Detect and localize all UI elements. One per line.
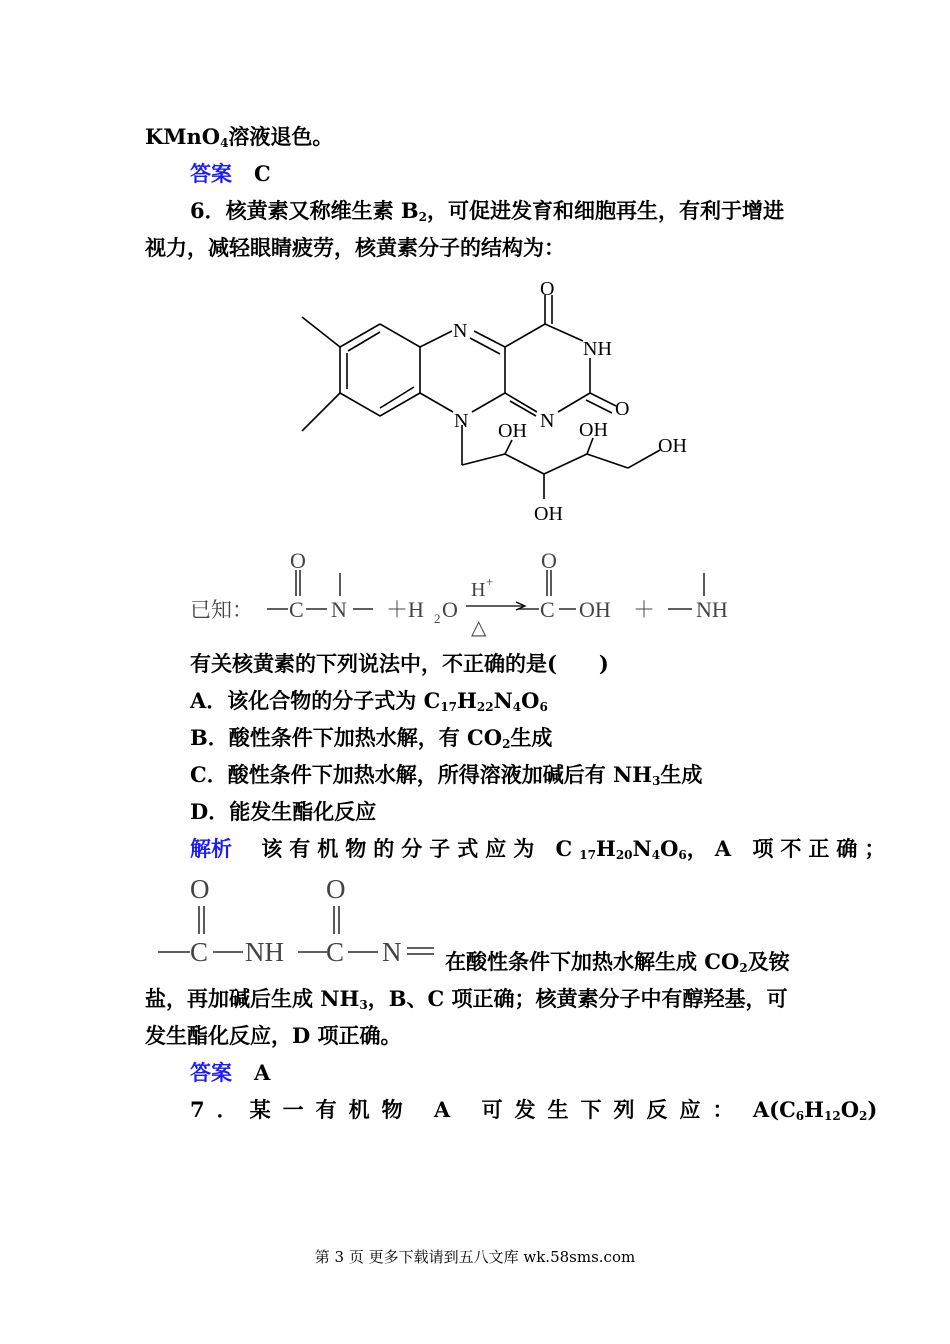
text: H (804, 1097, 824, 1122)
subscript: 20 (615, 848, 633, 862)
subscript: 2 (502, 737, 511, 751)
subscript: 3 (652, 774, 661, 788)
text-line-kmno4 (145, 122, 333, 152)
analysis-line-3 (145, 984, 788, 1014)
question-6-line-2 (145, 233, 565, 263)
text: 发生酯化反应，D 项正确。 (145, 1023, 402, 1048)
text: 生成 (660, 762, 703, 787)
answer-value: A (253, 1060, 271, 1085)
fragment-c1: C (190, 937, 209, 967)
subscript: 4 (220, 136, 229, 150)
condition-h: H (471, 579, 486, 601)
kmno4-text: KMnO (145, 124, 221, 149)
hydroxyl-4: OH (534, 503, 563, 525)
text: O (840, 1097, 859, 1122)
fragment-o2: O (326, 874, 346, 904)
fragment-o1: O (190, 874, 210, 904)
subscript: 4 (651, 848, 661, 862)
known-c2: C (540, 597, 555, 622)
text: ，B、C 项正确；核黄素分子中有醇羟基，可 (367, 986, 788, 1011)
known-h2o-o: O (442, 597, 458, 622)
condition-heat: △ (471, 617, 487, 639)
text: N (632, 836, 652, 861)
known-nh: NH (696, 597, 728, 622)
analysis-line-1 (190, 834, 892, 864)
analysis-fragment (150, 872, 440, 972)
known-plus-2: ＋ (633, 597, 656, 622)
subscript: 17 (440, 700, 458, 714)
text: ) (867, 1097, 878, 1122)
answer-value: C (253, 161, 271, 186)
known-oh: OH (579, 597, 611, 622)
text: 在酸性条件下加热水解生成 CO (445, 949, 740, 974)
text: D．能发生酯化反应 (190, 799, 377, 824)
subscript: 6 (539, 700, 548, 714)
text: 溶液退色。 (228, 124, 334, 149)
known-plus-h: ＋H (386, 597, 424, 622)
atom-o-right: O (615, 398, 630, 420)
known-o1: O (290, 548, 306, 573)
text: A(C (752, 1097, 796, 1122)
analysis-line-2 (445, 947, 790, 977)
text: 7．某一有机物 A 可发生下列反应： (190, 1097, 746, 1122)
answer-label: 答案 (190, 1060, 232, 1085)
subscript: 6 (795, 1109, 805, 1123)
text: A．该化合物的分子式为 C (190, 688, 441, 713)
option-c[interactable] (190, 760, 702, 790)
question-stem (190, 649, 609, 679)
subscript: 2 (418, 210, 428, 224)
answer-line-1 (190, 159, 271, 189)
subscript: 4 (512, 700, 522, 714)
subscript: 6 (678, 848, 687, 862)
atom-n-mid: N (540, 410, 555, 432)
fragment-c2: C (326, 937, 345, 967)
analysis-line-4 (145, 1021, 402, 1051)
option-a[interactable] (190, 686, 548, 716)
hydroxyl-3: OH (658, 435, 687, 457)
fragment-n: N (382, 937, 402, 967)
answer-label: 答案 (190, 161, 232, 186)
text: B．酸性条件下加热水解，有 CO (190, 725, 503, 750)
page-footer: 第 3 页 更多下载请到五八文库 wk.58sms.com (314, 1248, 636, 1266)
known-reaction (190, 548, 750, 643)
question-6-line-1 (190, 196, 784, 226)
text: 及铵 (747, 949, 790, 974)
known-o2: O (541, 548, 557, 573)
text: N (493, 688, 513, 713)
subscript: 17 (579, 848, 596, 862)
text: 生成 (510, 725, 553, 750)
known-n1: N (331, 597, 347, 622)
hydroxyl-2: OH (579, 419, 608, 441)
text: 该有机物的分子式应为 C (261, 836, 580, 861)
text: H (595, 836, 616, 861)
option-d[interactable] (190, 797, 376, 827)
text: 有关核黄素的下列说法中，不正确的是( ) (190, 651, 609, 676)
text: H (457, 688, 477, 713)
subscript: 2 (739, 961, 748, 975)
text: O (660, 836, 679, 861)
fragment-nh: NH (245, 937, 284, 967)
atom-o-top: O (540, 278, 555, 300)
subscript: 12 (824, 1109, 841, 1123)
text: 盐，再加碱后生成 NH (145, 986, 360, 1011)
atom-n-top: N (453, 320, 468, 342)
atom-n-bottom: N (454, 410, 469, 432)
riboflavin-structure (290, 275, 710, 535)
question-7-line (190, 1095, 877, 1125)
text: O (521, 688, 540, 713)
text: 视力，减轻眼睛疲劳，核黄素分子的结构为： (145, 235, 565, 260)
option-b[interactable] (190, 723, 552, 753)
answer-line-2 (190, 1058, 270, 1088)
known-c1: C (289, 597, 304, 622)
subscript: 22 (476, 700, 494, 714)
text: C．酸性条件下加热水解，所得溶液加碱后有 NH (190, 762, 653, 787)
subscript: 3 (359, 998, 368, 1012)
atom-nh: NH (583, 338, 612, 360)
subscript: 2 (859, 1109, 868, 1123)
analysis-label: 解析 (190, 836, 232, 861)
text: ，可促进发育和细胞再生，有利于增进 (427, 198, 785, 223)
known-h2o-sub: 2 (434, 611, 441, 626)
hydroxyl-1: OH (498, 420, 527, 442)
condition-plus: + (486, 574, 494, 589)
text: 6．核黄素又称维生素 B (190, 198, 419, 223)
text: ，A 项不正确； (686, 836, 893, 861)
known-label: 已知： (190, 598, 253, 622)
